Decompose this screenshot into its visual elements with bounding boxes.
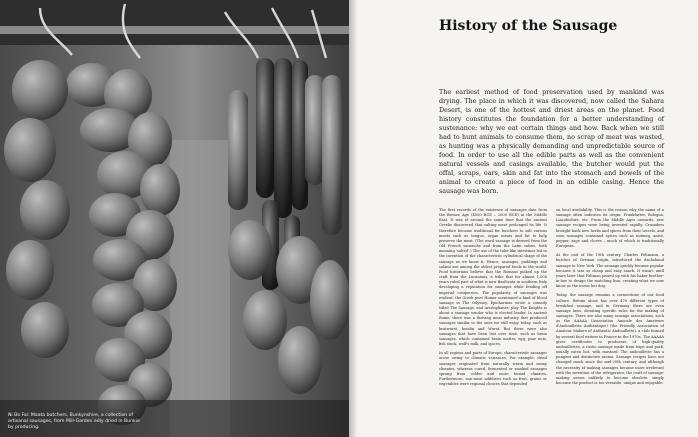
intro-paragraph: The earliest method of food preservation used by mankind was drying. The place in which it was discovered, now called the Sahara Desert, is one of the hottest and driest areas on the planet. Food history constitutes the foundation for a better understanding of sustenance: why we eat certain things and how. Back when we still had to hunt animals to consume them, no scrap of meat was wasted, as hunting was a physically demanding and unpredictable source of food. In order to use all the edible parts as well as the convenient natural vessels and casings available, the butcher would put the offal, scraps, ears, skin and fat into the stomach and bowels of the animal to create a piece of food in an edible casing. Hence the sausage was born. xyxy=(439,89,664,195)
body-paragraph: on local availability. This is the reason why the name of a sausage often indicates its origin: Frankfurter, Bologna, Lincolnshire, etc. From the Middle Ages onwards, new sausage recipes were being invented rapidly. Crusaders brought back new herbs and spices from their travels, and soon sausages contained spices such as nutmeg, anise, pepper, sage and cloves – much of which is traditionally European. xyxy=(556,208,664,249)
text-page xyxy=(357,0,698,437)
body-columns xyxy=(439,208,664,391)
body-column-right xyxy=(556,208,664,391)
body-paragraph: In all regions and parts of Europe, characteristic sausages arose owing to climatic variances. For example, dried sausages originated from naturally warm and sunny climates, whereas cured, fermented or smoked sausages sprang from colder and more humid climates. Furthermore, non-meat additives such as fruit, grains or vegetables were regional choices that depended xyxy=(439,351,547,387)
book-gutter xyxy=(349,0,357,437)
body-paragraph: At the end of the 19th century, Charles Feltmann, a butcher of German origin, introduced the dachshund sausage to New York. The sausage quickly became popular because it was so cheap and easy snack. It wasn't until years later that Feltman paired up with his baker brother-in-law to design the matching bun, creating what we now know as the iconic hot dog. xyxy=(556,253,664,289)
body-column-left xyxy=(439,208,547,391)
body-paragraph: The first records of the existence of sausages date from the Bronze Age (4500 BCE – 2000 BCE) in the Middle East. It was at around the same time that the ancient Greeks discovered that salting meat prolonged its life. It therefore became traditional for butchers to salt various meats such as tongue, organ meats and fat to help preserve the meat. (The word sausage is derived from the Old French saussiche and from the Latin salsus, both meaning 'salted'.) The use of the tube-like intestines led to the invention of the characteristic cylindrical shape of the sausage as we know it. Hence, sausages, puddings and salami are among the oldest prepared foods in the world. Food historians believe that the Romans picked up the craft from the Lucanians, a tribe that for almost 1,000 years ruled part of what is now Basilicata in southern Italy developing a reputation for sausages while fending off imperial conquerors. The popularity of sausages was evident: the Greek poet Homer mentioned a kind of blood sausage in The Odyssey, Epicharmus wrote a comedy titled The Sausage, and Aristophanes' play The Knights is about a sausage vendor who is elected leader. In ancient Rome, there was a thriving meat industry that produced sausages similar to the ones we still enjoy today, such as bratwurst, boudin and Wurst. But there were also sausages that have been lost over time, such as brain sausages, which contained brain matter, egg, pine nuts, fish stock, wolf's milk, and spices. xyxy=(439,208,547,347)
body-paragraph: Today, the sausage remains a cornerstone of our food culture. Britain alone has over 470 different types of breakfast sausage, and in Germany there are even sausage laws, dictating specific rules for the making of sausages. There are also many sausage associations, such as the AAAAA (Association Amicale des Amateurs d'Andouillette Authentique) (the Friendly Association of Amateur Makers of Authentic Andouillette), a club formed by several food writers in France in the 1970s. The AAAAA gives certificates to producers of high-quality andouillettes, a rustic sausage made from tripe and pork, usually eaten hot, with mustard. The andouillette has a pungent and distinctive aroma. Sausage recipes have not changed much since the mid-20th century, and although the necessity of making sausages became more irrelevant with the invention of the refrigerator, the craft of sausage-making seems unlikely to become obsolete, simply because the product is too versatile, unique and enjoyable. xyxy=(556,293,664,385)
page-title: History of the Sausage xyxy=(439,18,618,34)
photo-caption: Ni Bo Fai: Maata butchers, Bunkynshire, a collection of artisanal sausages, from Mill-Garden edly dried in Bunkie by producing. xyxy=(8,413,140,430)
